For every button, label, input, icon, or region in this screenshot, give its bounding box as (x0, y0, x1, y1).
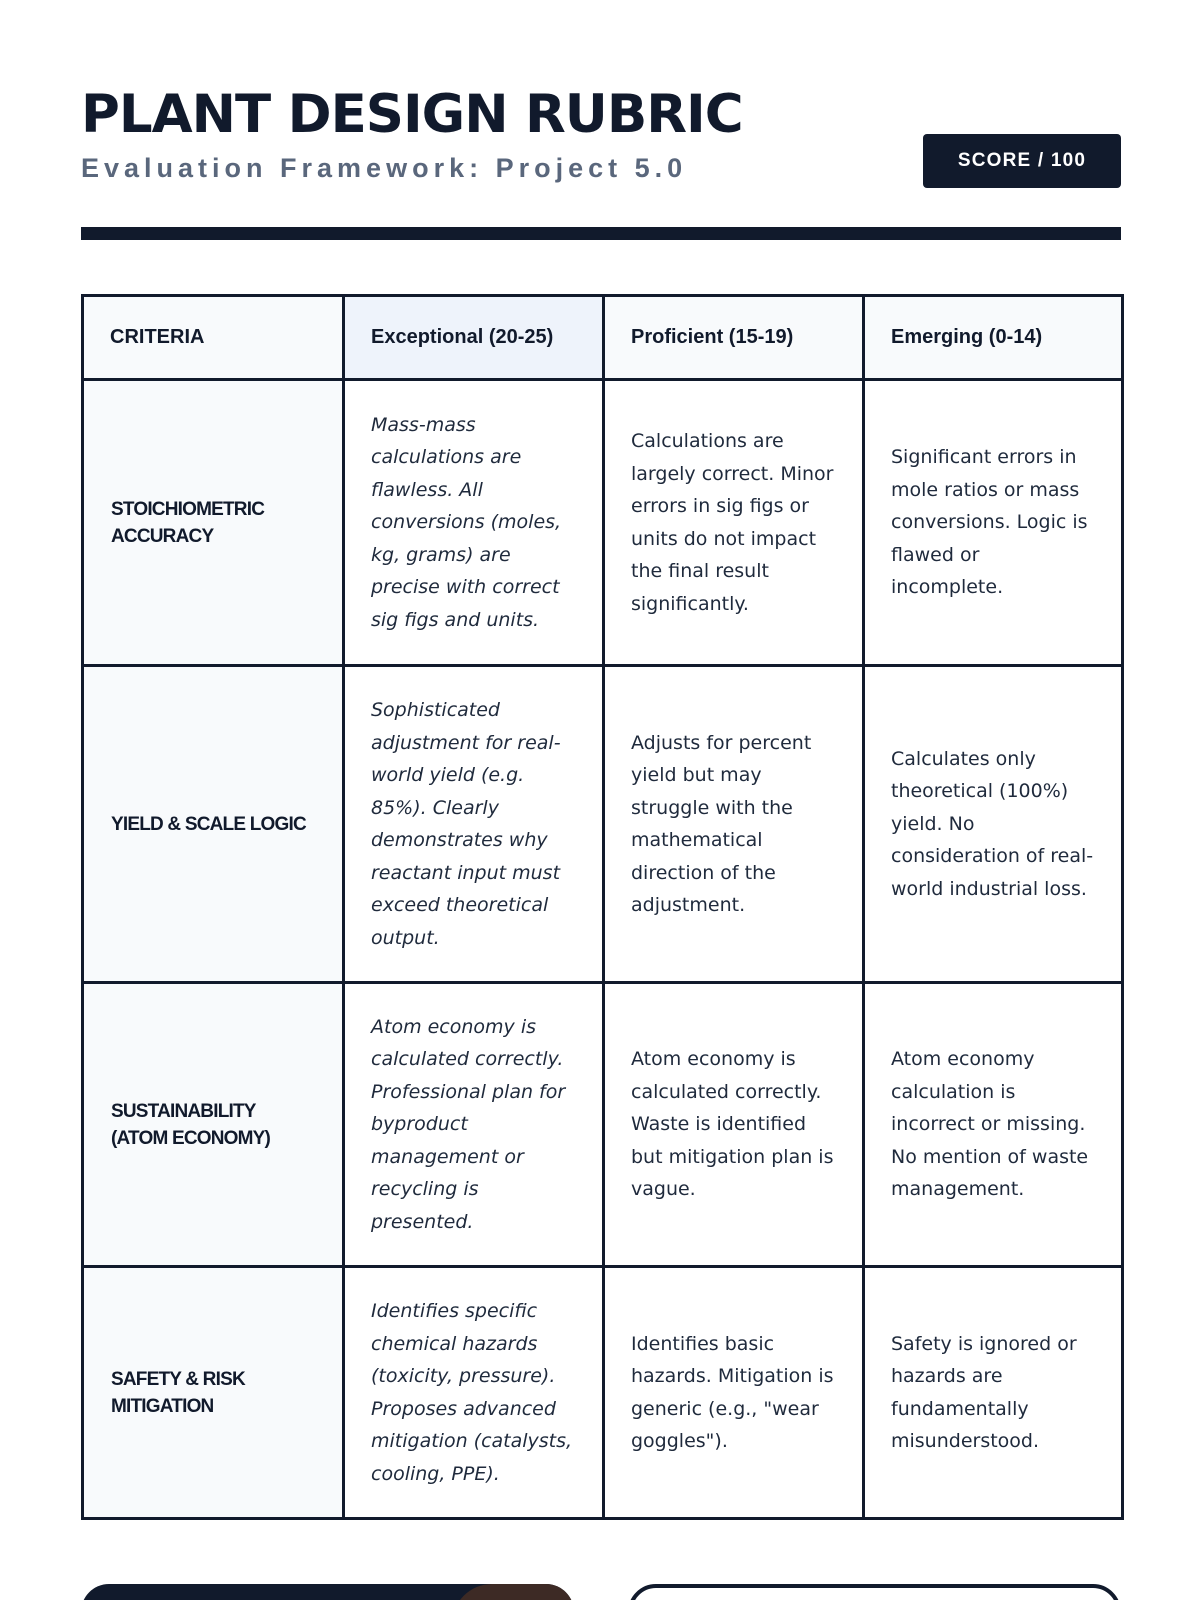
table-row (83, 666, 1123, 983)
header-criteria: CRITERIA (83, 296, 344, 380)
emerging-cell: Atom economy calculation is incorrect or missing. No mention of waste management. (864, 983, 1123, 1267)
emerging-cell: Significant errors in mole ratios or mass conversions. Logic is flawed or incomplete. (864, 380, 1123, 666)
criteria-cell: SAFETY & RISK MITIGATION (83, 1267, 344, 1519)
header-exceptional: Exceptional (20-25) (344, 296, 604, 380)
accent-shape (452, 1584, 574, 1600)
table-header-row (83, 296, 1123, 380)
exceptional-cell: Mass-mass calculations are flawless. All conversions (moles, kg, grams) are precise with correct sig figs and units. (344, 380, 604, 666)
criteria-cell: SUSTAINABILITY (ATOM ECONOMY) (83, 983, 344, 1267)
page-title: PLANT DESIGN RUBRIC (81, 84, 743, 145)
criteria-cell: YIELD & SCALE LOGIC (83, 666, 344, 983)
bottom-outline-panel (628, 1584, 1121, 1600)
table-row (83, 380, 1123, 666)
rubric-table (81, 294, 1124, 1520)
table-row (83, 1267, 1123, 1519)
header-emerging: Emerging (0-14) (864, 296, 1123, 380)
table-row (83, 983, 1123, 1267)
bottom-dark-panel (81, 1584, 574, 1600)
emerging-cell: Safety is ignored or hazards are fundamentally misunderstood. (864, 1267, 1123, 1519)
score-badge: SCORE / 100 (923, 134, 1121, 188)
header-divider (81, 227, 1121, 240)
criteria-cell: STOICHIOMETRIC ACCURACY (83, 380, 344, 666)
page-header (81, 84, 1121, 194)
proficient-cell: Adjusts for percent yield but may struggle with the mathematical direction of the adjustment. (604, 666, 864, 983)
proficient-cell: Calculations are largely correct. Minor errors in sig figs or units do not impact the final result significantly. (604, 380, 864, 666)
exceptional-cell: Identifies specific chemical hazards (toxicity, pressure). Proposes advanced mitigation (catalysts, cooling, PPE). (344, 1267, 604, 1519)
emerging-cell: Calculates only theoretical (100%) yield. No consideration of real-world industrial loss. (864, 666, 1123, 983)
page-subtitle: Evaluation Framework: Project 5.0 (81, 153, 688, 183)
header-proficient: Proficient (15-19) (604, 296, 864, 380)
proficient-cell: Identifies basic hazards. Mitigation is generic (e.g., "wear goggles"). (604, 1267, 864, 1519)
exceptional-cell: Sophisticated adjustment for real-world yield (e.g. 85%). Clearly demonstrates why reactant input must exceed theoretical output. (344, 666, 604, 983)
exceptional-cell: Atom economy is calculated correctly. Professional plan for byproduct management or recycling is presented. (344, 983, 604, 1267)
proficient-cell: Atom economy is calculated correctly. Waste is identified but mitigation plan is vague. (604, 983, 864, 1267)
